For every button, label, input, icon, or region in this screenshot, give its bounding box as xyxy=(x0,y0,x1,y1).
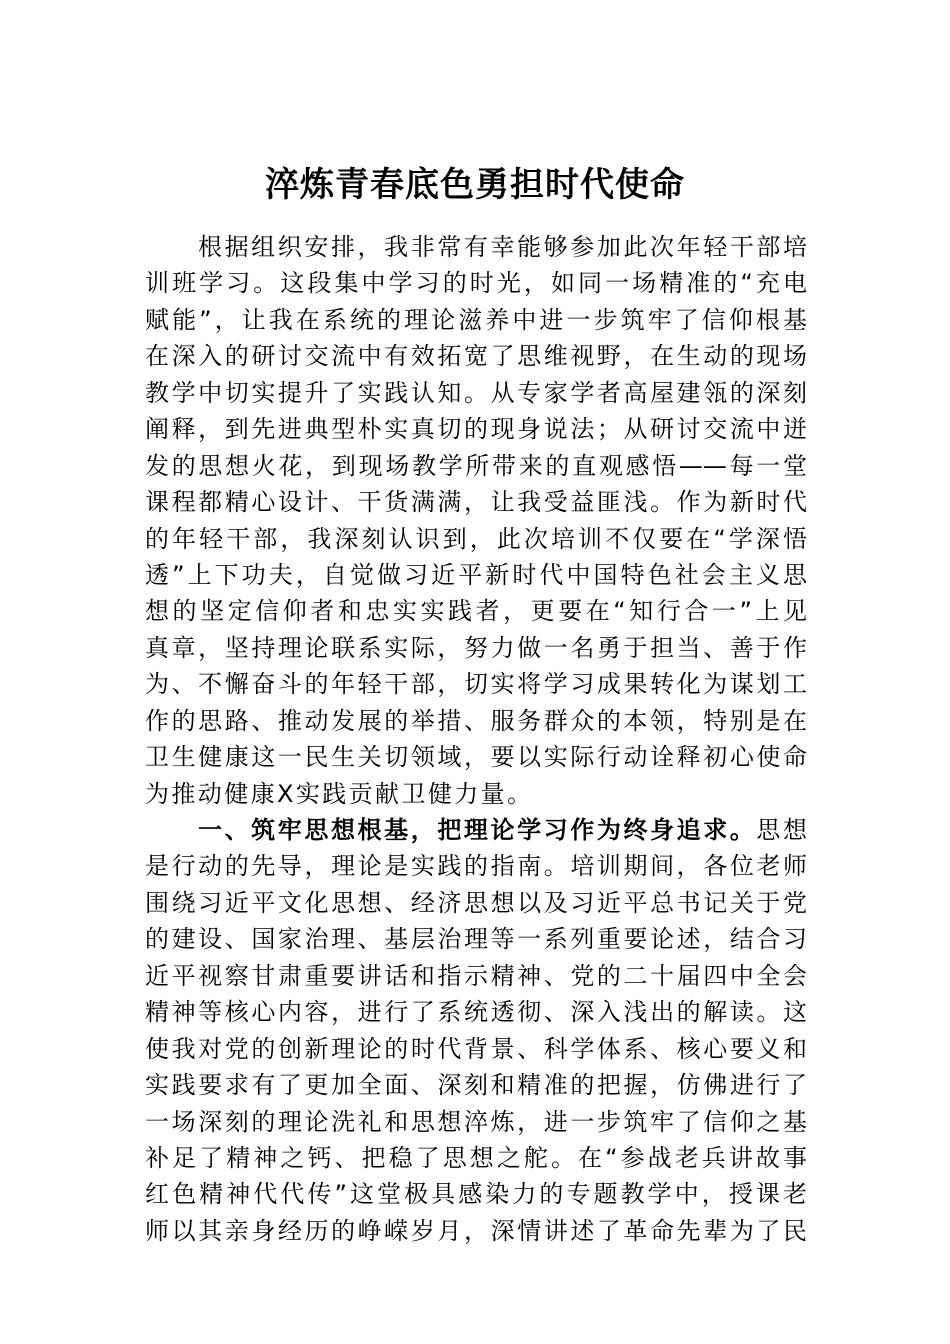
text-line: 使我对党的创新理论的时代背景、科学体系、核心要义和 xyxy=(145,1034,807,1063)
text-line: 是行动的先导，理论是实践的指南。培训期间，各位老师 xyxy=(145,852,807,881)
text-line: 作的思路、推动发展的举措、服务群众的本领，特别是在 xyxy=(145,706,807,735)
text-line: 训班学习。这段集中学习的时光，如同一场精准的“充电 xyxy=(145,269,807,298)
text-line: 赋能”，让我在系统的理论滋养中进一步筑牢了信仰根基 xyxy=(145,305,807,334)
text-line: 阐释，到先进典型朴实真切的现身说法；从研讨交流中迸 xyxy=(145,415,807,444)
text-line: 根据组织安排，我非常有幸能够参加此次年轻干部培 xyxy=(198,233,807,261)
section-heading: 一、筑牢思想根基，把理论学习作为终身追求。 xyxy=(198,816,757,844)
text-line: 为推动健康X实践贡献卫健力量。 xyxy=(145,779,534,808)
text-line: 精神等核心内容，进行了系统透彻、深入浅出的解读。这 xyxy=(145,998,807,1027)
text-line: 一场深刻的理论洗礼和思想淬炼，进一步筑牢了信仰之基 xyxy=(145,1107,807,1136)
text-line: 卫生健康这一民生关切领域，要以实际行动诠释初心使命 xyxy=(145,743,807,772)
text-line: 发的思想火花，到现场教学所带来的直观感悟——每一堂 xyxy=(145,451,807,480)
text-line: 的年轻干部，我深刻认识到，此次培训不仅要在“学深悟 xyxy=(145,524,807,553)
text-line: 红色精神代代传”这堂极具感染力的专题教学中，授课老 xyxy=(145,1180,807,1209)
document-body xyxy=(145,229,807,1249)
text-line: 课程都精心设计、干货满满，让我受益匪浅。作为新时代 xyxy=(145,488,807,517)
paragraph-section-one xyxy=(145,812,807,1249)
text-line: 的建设、国家治理、基层治理等一系列重要论述，结合习 xyxy=(145,925,807,954)
text-line: 为、不懈奋斗的年轻干部，切实将学习成果转化为谋划工 xyxy=(145,670,807,699)
paragraph-intro xyxy=(145,229,807,812)
text-line: 在深入的研讨交流中有效拓宽了思维视野，在生动的现场 xyxy=(145,342,807,371)
text-line: 师以其亲身经历的峥嵘岁月，深情讲述了革命先辈为了民 xyxy=(145,1216,807,1245)
document-title: 淬炼青春底色勇担时代使命 xyxy=(265,165,685,205)
text-line: 教学中切实提升了实践认知。从专家学者高屋建瓴的深刻 xyxy=(145,378,807,407)
text-line: 想的坚定信仰者和忠实实践者，更要在“知行合一”上见 xyxy=(145,597,807,626)
text-line: 围绕习近平文化思想、经济思想以及习近平总书记关于党 xyxy=(145,888,807,917)
text-line: 真章，坚持理论联系实际，努力做一名勇于担当、善于作 xyxy=(145,633,807,662)
text-line: 实践要求有了更加全面、深刻和精准的把握，仿佛进行了 xyxy=(145,1071,807,1100)
section-heading-tail: 思想 xyxy=(756,816,808,844)
text-line: 透”上下功夫，自觉做习近平新时代中国特色社会主义思 xyxy=(145,560,807,589)
section-heading-line xyxy=(145,812,807,848)
text-line: 补足了精神之钙、把稳了思想之舵。在“参战老兵讲故事 xyxy=(145,1143,807,1172)
text-line: 近平视察甘肃重要讲话和指示精神、党的二十届四中全会 xyxy=(145,961,807,990)
